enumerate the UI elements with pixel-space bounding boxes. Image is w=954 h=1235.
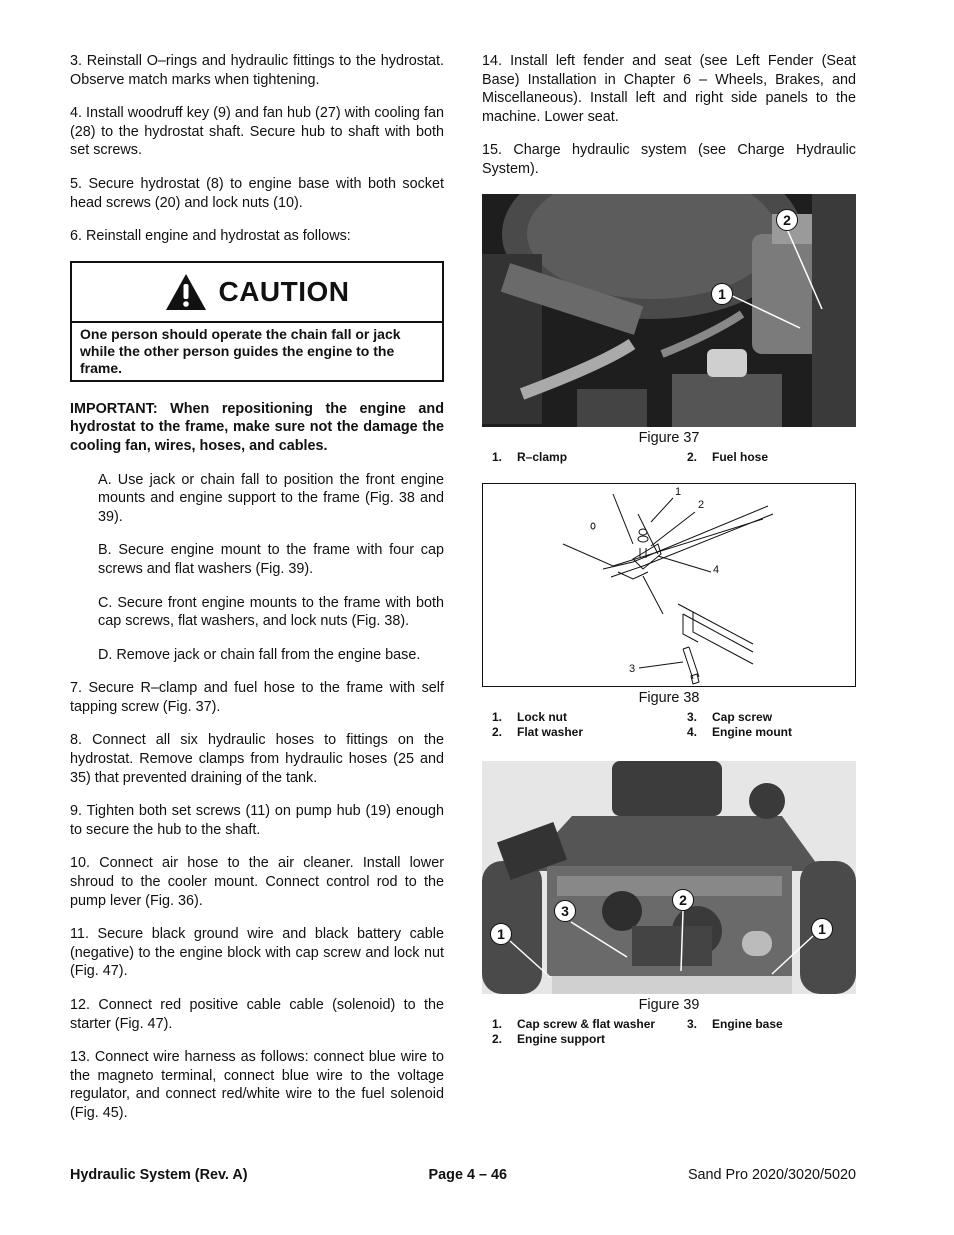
step-11: 11. Secure black ground wire and black battery cable (negative) to the engine block with cap screw and lock nut (Fig. 47). [70, 926, 444, 980]
figure-39-caption: Figure 39 [638, 997, 700, 1014]
fig38-callout-3: 3 [629, 663, 636, 676]
step-5: 5. Secure hydrostat (8) to engine base with both socket head screws (20) and lock nuts (10). [70, 175, 444, 211]
legend-item [687, 1032, 857, 1047]
step-15: 15. Charge hydraulic system (see Charge Hydraulic System). [482, 142, 856, 177]
figure-37-photo [482, 194, 856, 427]
fig39-callout-1-left: 1 [490, 923, 512, 945]
figure-39-legend [492, 1017, 856, 1046]
footer-page-number: Page 4 – 46 [428, 1167, 507, 1183]
figure-38-drawing [482, 483, 856, 687]
caution-text: One person should operate the chain fall or jack while the other person guides the engine to the frame. [80, 325, 401, 376]
warning-triangle-icon [164, 272, 208, 312]
step-8: 8. Connect all six hydraulic hoses to fittings on the hydrostat. Remove clamps from hydraulic hoses (25 and 35) that prevented draining of the tank. [70, 732, 444, 786]
fig37-callout-2: 2 [776, 209, 798, 231]
footer-product-name: Sand Pro 2020/3020/5020 [687, 1167, 856, 1183]
fig39-callout-1-right: 1 [811, 918, 833, 940]
fig39-callout-3: 3 [554, 900, 576, 922]
legend-item: 3. Engine base [687, 1017, 783, 1032]
step-10: 10. Connect air hose to the air cleaner. Install lower shroud to the cooler mount. Connect control rod to the pump lever (Fig. 36). [70, 855, 444, 909]
figure-38-legend [492, 710, 856, 739]
legend-item: 3. Cap screw [687, 710, 773, 725]
engine-mount-diagram [483, 484, 855, 686]
figure-39-photo [482, 761, 856, 994]
step-13: 13. Connect wire harness as follows: connect blue wire to the magneto terminal, connect blue wire to the voltage regulator, and connect red/white wire to the fuel solenoid (Fig. 45). [70, 1049, 444, 1121]
page-footer [70, 1167, 856, 1183]
step-6: 6. Reinstall engine and hydrostat as follows: [70, 228, 351, 245]
legend-item: 2. Fuel hose [687, 449, 769, 464]
fig38-callout-4: 4 [713, 564, 720, 577]
legend-item: 1. R–clamp [492, 449, 568, 464]
legend-item: 1. Cap screw & flat washer [492, 1017, 656, 1032]
important-note: IMPORTANT: When repositioning the engine and hydrostat to the frame, make sure not the damage the cooling fan, wires, hoses, and cables. [70, 400, 444, 454]
figure-37-legend [492, 450, 856, 465]
caution-box [70, 261, 444, 382]
footer-section-title: Hydraulic System (Rev. A) [70, 1167, 248, 1183]
step-14: 14. Install left fender and seat (see Left Fender (Seat Base) Installation in Chapter 6 – Wheels, Brakes, and Miscellaneous). Install left and right side panels to the machine. Lower seat. [482, 53, 856, 125]
left-column [70, 52, 444, 1138]
legend-item: 4. Engine mount [687, 724, 792, 739]
figure-37-caption: Figure 37 [638, 429, 700, 446]
right-column [482, 52, 856, 1046]
figure-38-caption: Figure 38 [638, 690, 700, 707]
fig39-callout-2: 2 [672, 889, 694, 911]
step-a: A. Use jack or chain fall to position the front engine mounts and engine support to the frame (Fig. 38 and 39). [98, 471, 444, 525]
step-4: 4. Install woodruff key (9) and fan hub (27) with cooling fan (28) to the hydrostat shaft. Secure hub to shaft with both set screws. [70, 105, 444, 159]
engine-photo-drawing [482, 194, 856, 427]
fig38-callout-1: 1 [675, 486, 682, 499]
step-c: C. Secure front engine mounts to the frame with both cap screws, flat washers, and lock nuts (Fig. 38). [98, 594, 444, 630]
fig37-callout-1: 1 [711, 283, 733, 305]
figure-38 [482, 483, 856, 739]
step-b: B. Secure engine mount to the frame with four cap screws and flat washers (Fig. 39). [98, 542, 444, 577]
machine-rear-photo-drawing [482, 761, 856, 994]
caution-header [72, 263, 442, 323]
legend-item: 1. Lock nut [492, 710, 567, 725]
figure-39 [482, 761, 856, 1046]
step-9: 9. Tighten both set screws (11) on pump hub (19) enough to secure the hub to the shaft. [70, 803, 444, 838]
step-d: D. Remove jack or chain fall from the engine base. [98, 646, 421, 663]
legend-item: 2. Flat washer [492, 724, 584, 739]
figure-37 [482, 194, 856, 465]
legend-item: 2. Engine support [492, 1031, 605, 1046]
fig38-callout-2: 2 [698, 499, 705, 512]
step-7: 7. Secure R–clamp and fuel hose to the frame with self tapping screw (Fig. 37). [70, 680, 444, 715]
step-12: 12. Connect red positive cable cable (solenoid) to the starter (Fig. 47). [70, 997, 444, 1032]
step-3: 3. Reinstall O–rings and hydraulic fittings to the hydrostat. Observe match marks when tightening. [70, 53, 444, 88]
caution-title: CAUTION [218, 275, 350, 307]
